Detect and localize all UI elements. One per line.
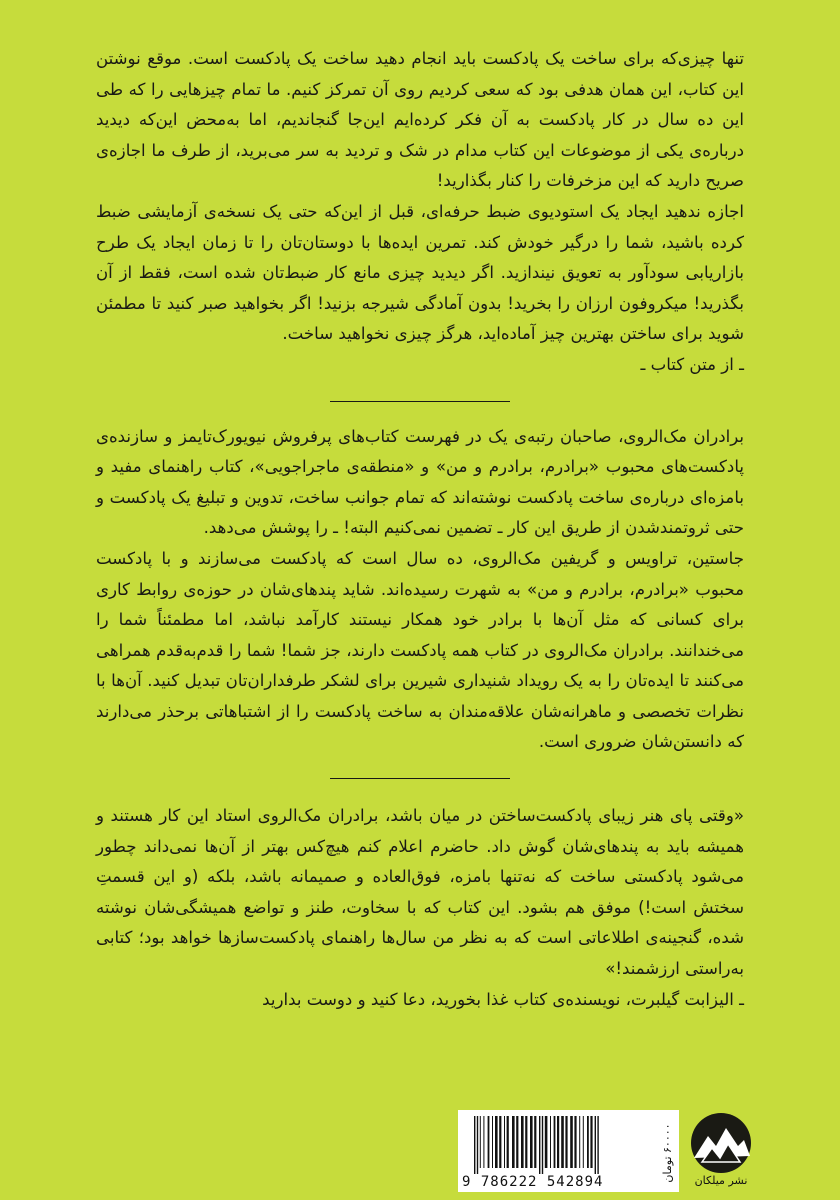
barcode-stripe [570, 1116, 573, 1168]
barcode-stripe [539, 1116, 540, 1174]
price-text: ۶۰۰۰۰ تومان [661, 1123, 674, 1183]
barcode-stripe [557, 1116, 559, 1168]
description-paragraph-1: برادران مک‌الروی، صاحبان رتبه‌ی یک در فهرست کتاب‌های پرفروش نیویورک‌تایمز و سازنده‌ی پادکست‌های محبوب «برادرم، برادرم و من» و «منطقه‌ی ماجراجویی»، کتاب راهنمای مفید و بامزه‌ای درباره‌ی ساخت پادکست نوشته‌اند که تمام جوانب ساخت، تدوین و تبلیغ یک پادکست و حتی ثروتمندشدن از طریق این کار ـ تضمین نمی‌کنیم البته! ـ را پوشش می‌دهد. [96, 426, 744, 538]
endorsement-attribution: ـ الیزابت گیلبرت، نویسنده‌ی کتاب غذا بخورید، دعا کنید و دوست بدارید [262, 989, 744, 1009]
barcode-number: 9 786222 542894 [462, 1174, 604, 1190]
price-label [657, 1110, 679, 1192]
endorsement-paragraph: «وقتی پای هنر زیبای پادکست‌ساختن در میان باشد، برادران مک‌الروی استاد این کار هستند و همیشه باید به پندهای‌شان گوش داد. حاضرم اعلام کنم هیچ‌کس بهتر از آن‌ها نمی‌داند چطور می‌شود پادکستی ساخت که نه‌تنها بامزه، فوق‌العاده و صمیمانه باشد، بلکه (و این قسمتِ سختش است!) موفق هم بشود. این کتاب که با سخاوت، طنز و تواضع همیشگی‌شان نوشته شده، گنجینه‌ی اطلاعاتی است که به نظر من سال‌ها راهنمای پادکست‌سازها خواهد بود؛ کتابی به‌راستی ارزشمند!» [96, 806, 744, 979]
barcode-stripe [495, 1116, 498, 1168]
barcode-stripe [516, 1116, 518, 1168]
endorsement-quote [96, 801, 744, 1015]
excerpt-attribution: ـ از متن کتاب ـ [640, 354, 744, 374]
barcode-stripe [480, 1116, 481, 1168]
barcode-stripe [583, 1116, 584, 1168]
divider-line [330, 778, 510, 779]
book-description [96, 422, 744, 759]
barcode-stripe [530, 1116, 533, 1168]
barcode-stripe [565, 1116, 567, 1168]
barcode-bars [464, 1116, 652, 1174]
barcode-stripe [512, 1116, 515, 1168]
publisher-logo [686, 1112, 756, 1194]
barcode-stripe [554, 1116, 556, 1168]
barcode-stripe [534, 1116, 536, 1168]
barcode-stripe [492, 1116, 493, 1168]
barcode-stripe [483, 1116, 484, 1168]
book-excerpt-quote [96, 44, 744, 381]
barcode-stripe [545, 1116, 548, 1168]
barcode-stripe [477, 1116, 478, 1174]
divider-line [330, 401, 510, 402]
barcode-stripe [574, 1116, 576, 1168]
barcode-stripe [499, 1116, 501, 1168]
publisher-logo-icon [686, 1112, 756, 1174]
publisher-name: نشر میلکان [694, 1174, 748, 1187]
barcode-stripe [488, 1116, 490, 1168]
barcode-stripe [587, 1116, 589, 1168]
barcode-stripe [507, 1116, 509, 1168]
barcode-stripe [561, 1116, 564, 1168]
excerpt-paragraph-1: تنها چیزی‌که برای ساخت یک پادکست باید انجام دهید ساخت یک پادکست است. موقع نوشتن این کتاب، این همان هدفی بود که سعی کردیم روی آن تمرکز کنیم. ما تمام چیزهایی را که طی این ده سال در کار پادکست به آن فکر کرده‌ایم این‌جا گنجاندیم، اما به‌محض این‌که دیدید درباره‌ی یکی از موضوعات این کتاب مدام در شک و تردید به سر می‌برید، از طرف ما اجازه‌ی صریح دارید که این مزخرفات را کنار بگذارید! [96, 49, 744, 191]
description-paragraph-2: جاستین، تراویس و گریفین مک‌الروی، ده سال است که پادکست می‌سازند و با پادکست محبوب «برادرم، برادرم و من» به شهرت رسیده‌اند. شاید پندهای‌شان در حوزه‌ی روابط کاری برای کسانی که مثل آن‌ها با برادر خود همکار نیستند کارآمد نباشد، اما مطمئناً شما را می‌خندانند. برادران مک‌الروی در کتاب همه پادکست دارند، جز شما! شما را قدم‌به‌قدم همراهی می‌کنند تا ایده‌تان را به یک رویداد شنیداری شیرین برای لشکر طرفداران‌تان تبدیل کنید. آن‌ها با نظرات تخصصی و ماهرانه‌شان علاقه‌مندان به ساخت پادکست را از اشتباهاتی برحذر می‌دارند که دانستن‌شان ضروری است. [96, 548, 744, 752]
barcode-stripe [525, 1116, 527, 1168]
barcode-stripe [597, 1116, 598, 1174]
barcode-stripe [550, 1116, 551, 1168]
barcode-stripe [590, 1116, 592, 1168]
isbn-barcode [458, 1110, 658, 1192]
barcode-stripe [579, 1116, 580, 1168]
barcode-stripe [504, 1116, 505, 1168]
excerpt-paragraph-2: اجازه ندهید ایجاد یک استودیوی ضبط حرفه‌ای، قبل از این‌که حتی یک نسخه‌ی آزمایشی ضبط کرده باشید، شما را درگیر خودش کند. تمرین ایده‌ها با دوستان‌تان را تا زمان ایجاد یک طرح بازاریابی سودآور به تعویق نیندازید. اگر دیدید چیزی مانع کار ضبط‌تان شده است، فقط از آن بگذرید! میکروفون ارزان را بخرید! بدون آمادگی شیرجه بزنید! اگر بخواهید صبر کنید تا مطمئن شوید برای ساختن بهترین چیز آماده‌اید، هرگز چیزی نخواهید ساخت. [96, 201, 744, 344]
barcode-stripe [521, 1116, 524, 1168]
barcode-stripe [595, 1116, 596, 1174]
barcode-stripe [474, 1116, 475, 1174]
back-cover-text [96, 44, 744, 1015]
barcode-stripe [542, 1116, 543, 1174]
